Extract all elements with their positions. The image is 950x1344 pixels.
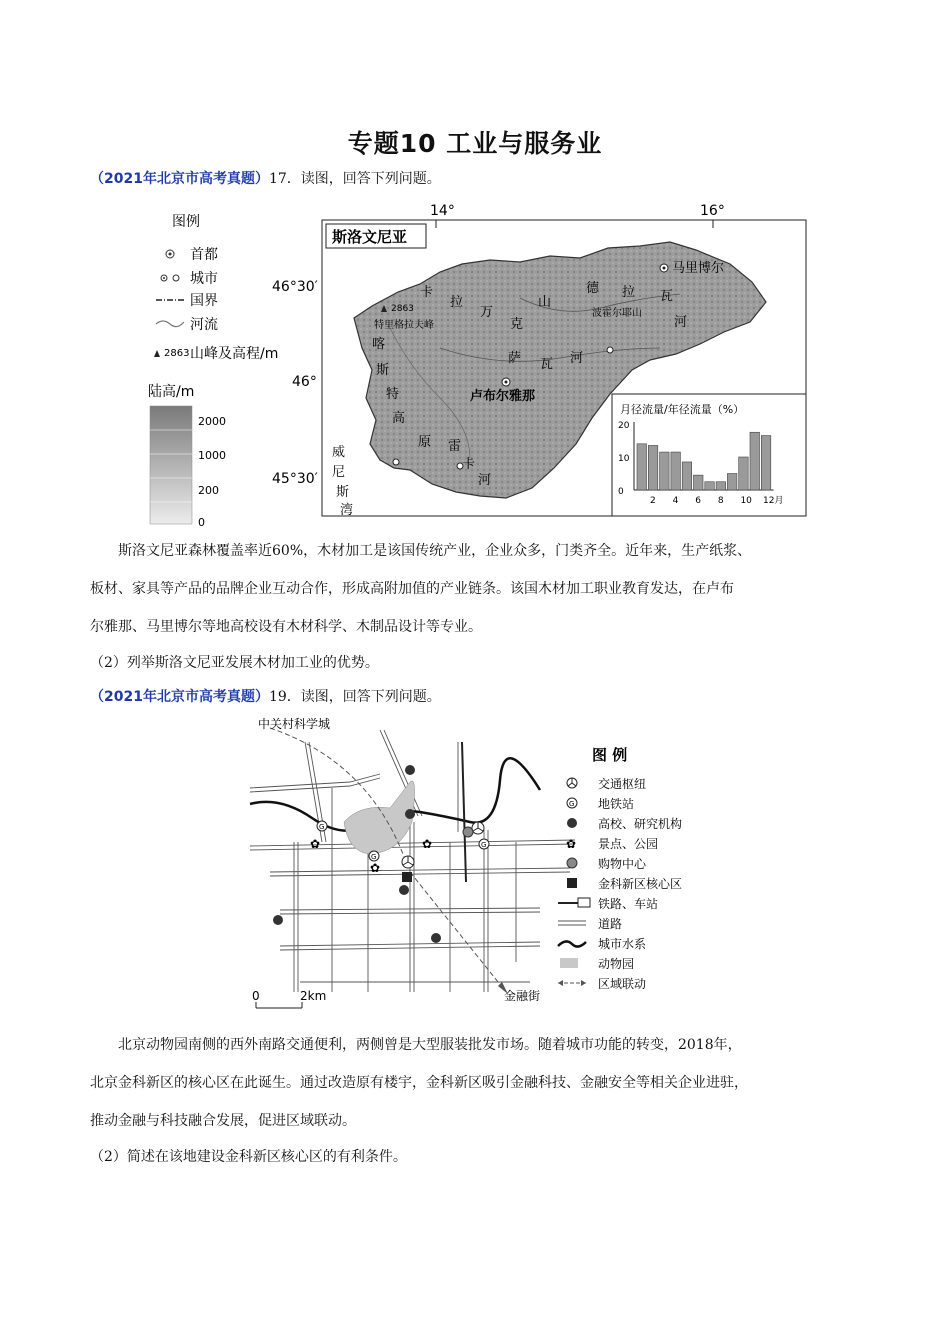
city-dot-icon (607, 347, 613, 353)
sava-char-1: 萨 (508, 351, 522, 366)
chart-bar (727, 474, 737, 491)
chart-bar (705, 482, 715, 490)
capital-label: 卢布尔雅那 (470, 389, 536, 404)
railway-line (462, 742, 466, 882)
venice-char-4: 湾 (340, 503, 354, 518)
latitude-46-30: 46°30′ (272, 279, 318, 295)
city-marker-icon (660, 264, 668, 272)
chart-x-tick-label: 12月 (763, 496, 784, 506)
reka-char-3: 河 (478, 473, 492, 488)
country-label: 斯洛文尼亚 (332, 228, 408, 246)
question-prompt: 19．读图，回答下列问题。 (268, 689, 441, 705)
elevation-tick-0: 0 (198, 516, 205, 528)
elevation-tick-200: 200 (198, 484, 219, 497)
scale-zero: 0 (252, 989, 260, 1003)
q19-sub-question: （2）简述在该地建设金科新区核心区的有利条件。 (90, 1149, 407, 1165)
chart-bar (660, 452, 670, 490)
city-label-maribor: 马里博尔 (672, 261, 725, 276)
legend-river: 河流 (190, 317, 218, 333)
latitude-45-30: 45°30′ (272, 471, 318, 487)
chart-bar (637, 444, 647, 490)
legend-water-icon (558, 941, 586, 946)
legend-item: 城市水系 (598, 937, 647, 951)
capital-icon (166, 250, 174, 258)
elevation-tick-2000: 2000 (198, 415, 226, 428)
karst-char-5: 原 (418, 435, 432, 450)
q19-paragraph (90, 1026, 890, 1140)
chart-y-tick-label: 20 (618, 421, 630, 431)
legend-linkage-icon (558, 980, 586, 986)
legend-railway-icon (558, 898, 590, 907)
legend-metro-icon (567, 798, 577, 808)
drava-char-4: 河 (674, 315, 688, 330)
chart-bar (682, 462, 692, 490)
legend-zoo-icon (560, 958, 578, 968)
sava-char-2: 瓦 (540, 357, 554, 372)
university-icon (431, 933, 441, 943)
scale-label: 2km (300, 989, 327, 1003)
legend-item: 高校、研究机构 (598, 817, 683, 831)
shopping-center-icon (463, 827, 473, 837)
legend-capital: 首都 (190, 247, 218, 263)
question-17-header (90, 168, 441, 188)
karavanke-char-5: 山 (538, 295, 552, 310)
chart-bar (750, 432, 760, 490)
legend-item: 金科新区核心区 (598, 877, 683, 891)
park-icon: ✿ (422, 837, 433, 851)
longitude-16: 16° (700, 203, 725, 219)
drava-char-3: 瓦 (660, 289, 674, 304)
legend-university-icon (567, 818, 577, 828)
legend-peak-value: 2863 (164, 348, 190, 359)
karst-char-2: 斯 (376, 363, 390, 378)
metro-station-icon (479, 839, 489, 849)
peak-icon (154, 350, 160, 357)
q17-paragraph-line: 板材、家具等产品的品牌企业互动合作，形成高附加值的产业链条。该国木材加工职业教育发达，在卢布 (90, 581, 734, 597)
legend-park-icon: ✿ (566, 837, 577, 851)
zhongguancun-label: 中关村科学城 (258, 717, 331, 731)
legend-border: 国界 (190, 293, 218, 309)
karavanke-char-3: 万 (480, 305, 494, 320)
city-icon (161, 275, 179, 281)
university-icon (405, 809, 415, 819)
chart-bar (761, 436, 771, 490)
metro-station-icon (317, 821, 327, 831)
question-19-header (90, 686, 441, 706)
legend-item: 动物园 (598, 957, 635, 971)
beijing-map-figure (240, 712, 710, 1012)
chart-bar (739, 457, 749, 490)
financial-street-label: 金融街 (504, 989, 541, 1003)
legend-item: 交通枢纽 (598, 777, 647, 791)
karavanke-char-1: 卡 (420, 285, 434, 300)
elevation-title: 陆高/m (148, 384, 195, 400)
venice-char-3: 斯 (336, 485, 350, 500)
svg-text:G: G (569, 800, 575, 808)
legend-title: 图例 (172, 214, 200, 230)
reka-char-1: 雷 (448, 439, 462, 454)
karst-char-1: 喀 (372, 337, 386, 352)
svg-text:G: G (319, 823, 325, 831)
question-source: （2021年北京市高考真题） (90, 171, 269, 187)
reka-char-2: 卡 (462, 457, 476, 472)
park-icon: ✿ (370, 861, 381, 875)
core-zone-icon (402, 872, 412, 882)
chart-x-tick-label: 8 (717, 496, 724, 506)
chart-x-tick-label: 6 (695, 496, 701, 506)
question-source: （2021年北京市高考真题） (90, 689, 269, 705)
elevation-tick-1000: 1000 (198, 449, 226, 462)
latitude-46: 46° (292, 374, 317, 390)
capital-marker-icon (502, 378, 510, 386)
university-icon (405, 765, 415, 775)
q17-paragraph-line: 斯洛文尼亚森林覆盖率近60%，木材加工是该国传统产业，企业众多，门类齐全。近年来，生产纸浆、 (118, 543, 752, 559)
q17-paragraph-line: 尔雅那、马里博尔等地高校设有木材科学、木制品设计等专业。 (90, 619, 482, 635)
slovenia-map-figure (140, 198, 810, 528)
longitude-14: 14° (430, 203, 455, 219)
chart-x-tick-label: 2 (650, 496, 656, 506)
drava-char-1: 德 (586, 281, 600, 296)
q19-paragraph-line: 推动金融与科技融合发展，促进区域联动。 (90, 1113, 356, 1129)
legend-item: 景点、公园 (598, 837, 659, 851)
chart-y-tick-label: 0 (618, 487, 624, 497)
chart-bar (716, 482, 726, 490)
q17-sub-question: （2）列举斯洛文尼亚发展木材加工业的优势。 (90, 655, 379, 671)
karst-char-4: 高 (392, 411, 406, 426)
q19-paragraph-line: 北京金科新区的核心区在此诞生。通过改造原有楼宇，金科新区吸引金融科技、金融安全等相关企业进驻， (90, 1075, 748, 1091)
peak-name-label: 特里格拉夫峰 (374, 320, 434, 331)
chart-y-tick-label: 10 (618, 454, 630, 464)
legend-item: 道路 (598, 917, 623, 931)
q19-paragraph-line: 北京动物园南侧的西外南路交通便利，两侧曾是大型服装批发市场。随着城市功能的转变，2018年， (118, 1037, 742, 1053)
venice-char-1: 威 (332, 445, 346, 460)
svg-text:G: G (481, 841, 487, 849)
sava-char-3: 河 (570, 351, 584, 366)
city-dot-icon (393, 459, 399, 465)
park-icon: ✿ (310, 837, 321, 851)
q17-paragraph (90, 532, 880, 646)
legend-item: 地铁站 (598, 797, 635, 811)
legend-traffic-hub-icon (567, 778, 577, 788)
legend-peak: 山峰及高程/m (190, 346, 279, 362)
svg-text:G: G (371, 853, 377, 861)
linkage-arrow-south (410, 872, 506, 992)
karavanke-char-2: 拉 (450, 295, 464, 310)
legend-item: 铁路、车站 (598, 897, 659, 911)
beijing-legend-title: 图 例 (592, 746, 628, 764)
question-prompt: 17．读图，回答下列问题。 (268, 171, 441, 187)
legend-item: 购物中心 (598, 857, 647, 871)
karavanke-char-4: 克 (510, 317, 524, 332)
chart-bar (671, 452, 681, 490)
university-icon (273, 915, 283, 925)
chart-x-tick-label: 10 (740, 496, 752, 506)
traffic-hub-icon (402, 856, 414, 868)
legend-core-zone-icon (567, 878, 577, 888)
traffic-hub-icon (472, 822, 484, 834)
legend-shopping-icon (567, 858, 577, 868)
karst-char-3: 特 (386, 387, 400, 402)
legend-city: 城市 (190, 271, 218, 287)
runoff-chart-title: 月径流量/年径流量（%） (620, 403, 745, 416)
drava-char-2: 拉 (622, 285, 636, 300)
legend-item: 区域联动 (598, 977, 647, 991)
page-title: 专题10 工业与服务业 (347, 129, 603, 158)
metro-station-icon (369, 851, 379, 861)
chart-bar (648, 445, 658, 490)
legend-road-icon (558, 921, 586, 925)
pohorje-label: 波霍尔耶山 (592, 308, 642, 319)
chart-bar (694, 475, 704, 490)
elevation-scale-bar (150, 406, 192, 524)
river-icon (156, 321, 184, 327)
peak-elevation-label: 2863 (391, 304, 414, 314)
chart-x-tick-label: 4 (672, 496, 679, 506)
venice-char-2: 尼 (332, 465, 346, 480)
university-icon (399, 885, 409, 895)
